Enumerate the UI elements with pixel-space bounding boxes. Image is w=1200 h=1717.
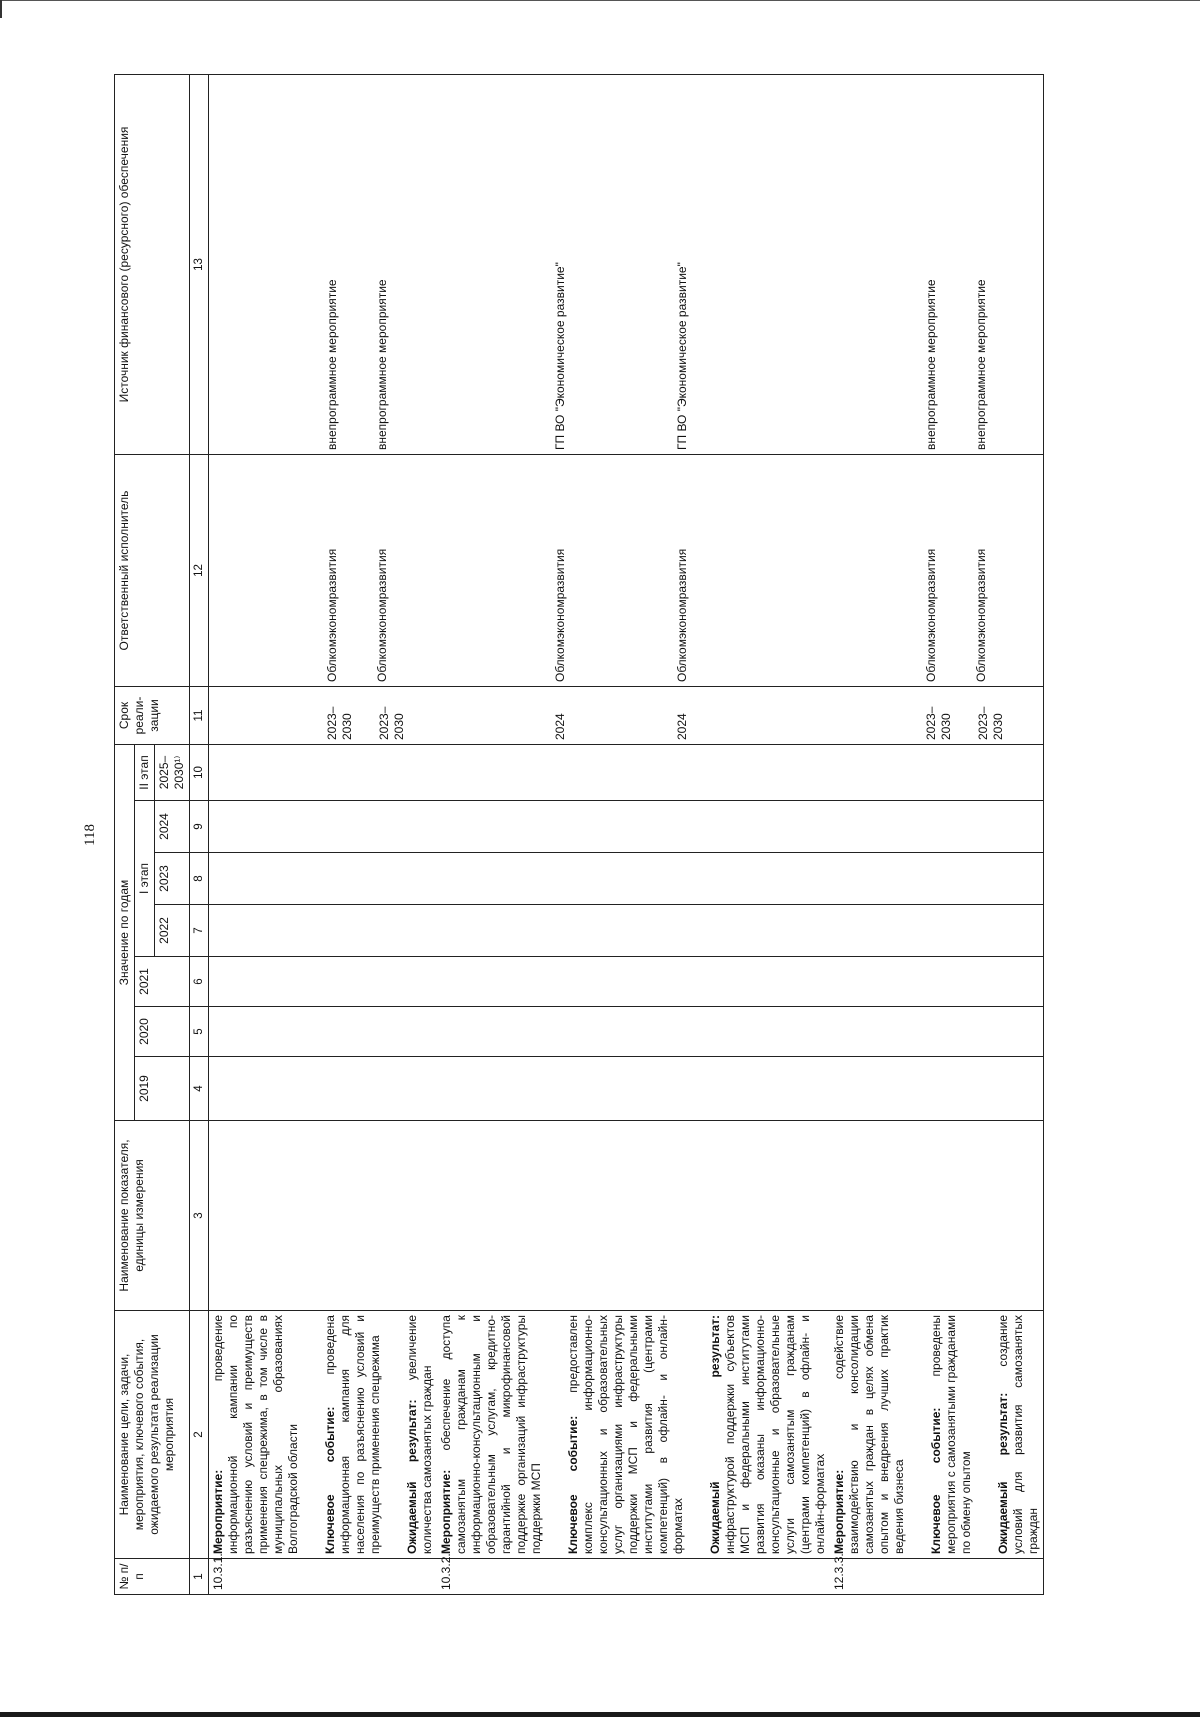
value-cell xyxy=(437,1057,830,1121)
responsible-cell: Облкомэкономразвития Облкомэкономразвития xyxy=(830,455,1044,687)
header-name: Наименование цели, задачи, мероприятия, ключевого события, ожидаемого результата реализации мероприятия xyxy=(115,1311,190,1559)
event-item: Ожидаемый результат: увеличение количества самозанятых граждан xyxy=(405,1315,435,1554)
event-item: Ключевое событие: проведена информационная кампания для населения по разъяснению условий и преимуществ применения спецрежима xyxy=(323,1315,383,1554)
table-row xyxy=(209,75,438,1595)
value-cell xyxy=(830,853,1044,905)
rotated-page xyxy=(82,75,1110,1595)
row-event-cell xyxy=(209,1311,438,1559)
header-stage-2: II этап xyxy=(135,745,155,801)
table-row xyxy=(437,75,830,1595)
header-year-2021: 2021 xyxy=(135,957,190,1007)
col-number: 11 xyxy=(190,687,209,745)
row-event-cell xyxy=(437,1311,830,1559)
value-cell xyxy=(830,745,1044,801)
value-cell xyxy=(830,957,1044,1007)
col-number: 6 xyxy=(190,957,209,1007)
header-year-2019: 2019 xyxy=(135,1057,190,1121)
scan-edge-left xyxy=(0,0,2,18)
row-number: 12.3.3. xyxy=(830,1559,1044,1595)
value-cell xyxy=(437,853,830,905)
header-indicator: Наименование показателя, единицы измерения xyxy=(115,1121,190,1311)
header-year-2024: 2024 xyxy=(155,801,190,853)
table-row xyxy=(830,75,1044,1595)
value-cell xyxy=(209,1057,438,1121)
col-number: 13 xyxy=(190,75,209,455)
program-table xyxy=(114,74,1044,1595)
page-number: 118 xyxy=(82,824,98,846)
col-number: 1 xyxy=(190,1559,209,1595)
value-cell xyxy=(830,905,1044,957)
event-item: Мероприятие: обеспечение доступа самозанятым гражданам к информационно-консультационным и образовательным услугам, кредитно-гарантийной и микрофинансовой поддержке организаций инфраструктуры поддержки МСП xyxy=(439,1315,544,1554)
source-cell: ГП ВО "Экономическое развитие" ГП ВО "Экономическое развитие" xyxy=(437,75,830,455)
event-item: Ключевое событие: проведены мероприятия с самозанятыми гражданами по обмену опытом xyxy=(929,1315,974,1554)
header-term: Срок реали-зации xyxy=(115,687,190,745)
event-item: Ожидаемый результат: инфраструктурой поддержки субъектов МСП и федеральными институтами развития оказаны информационно-консультационные и образовательные услуги самозанятым гражданам (центрами компетенций) в офлайн- и онлайн-форматах xyxy=(708,1315,828,1554)
col-number: 10 xyxy=(190,745,209,801)
indicator-cell xyxy=(209,1121,438,1311)
indicator-cell xyxy=(830,1121,1044,1311)
value-cell xyxy=(209,853,438,905)
responsible-cell: Облкомэкономразвития Облкомэкономразвития xyxy=(209,455,438,687)
header-responsible: Ответственный исполнитель xyxy=(115,455,190,687)
row-number: 10.3.2. xyxy=(437,1559,830,1595)
col-number: 7 xyxy=(190,905,209,957)
col-number: 3 xyxy=(190,1121,209,1311)
term-cell: 2023–2030 2023–2030 xyxy=(209,687,438,745)
value-cell xyxy=(437,905,830,957)
col-number: 2 xyxy=(190,1311,209,1559)
value-cell xyxy=(830,801,1044,853)
value-cell xyxy=(437,1007,830,1057)
header-values: Значение по годам xyxy=(115,745,135,1121)
header-year-2025-2030: 2025–2030¹⁾ xyxy=(155,745,190,801)
term-cell: 2024 2024 xyxy=(437,687,830,745)
header-year-2022: 2022 xyxy=(155,905,190,957)
value-cell xyxy=(209,957,438,1007)
value-cell xyxy=(437,957,830,1007)
header-no: № п/п xyxy=(115,1559,190,1595)
value-cell xyxy=(830,1007,1044,1057)
col-number: 4 xyxy=(190,1057,209,1121)
indicator-cell xyxy=(437,1121,830,1311)
value-cell xyxy=(437,801,830,853)
header-stage-1: I этап xyxy=(135,801,155,957)
value-cell xyxy=(209,905,438,957)
term-cell: 2023–2030 2023–2030 xyxy=(830,687,1044,745)
value-cell xyxy=(437,745,830,801)
col-number: 9 xyxy=(190,801,209,853)
col-number: 12 xyxy=(190,455,209,687)
header-year-2020: 2020 xyxy=(135,1007,190,1057)
row-event-cell xyxy=(830,1311,1044,1559)
header-source: Источник финансового (ресурсного) обеспечения xyxy=(115,75,190,455)
source-cell: внепрограммное мероприятие внепрограммное мероприятие xyxy=(830,75,1044,455)
event-item: Ключевое событие: предоставлен комплекс информационно-консультационных и образовательных услуг организациями инфраструктуры поддержки МСП и федеральными институтами развития (центрами компетенций) в офлайн- и онлайн-форматах xyxy=(566,1315,686,1554)
scan-edge-top xyxy=(0,0,1200,1)
responsible-cell: Облкомэкономразвития Облкомэкономразвития xyxy=(437,455,830,687)
row-number: 10.3.1. xyxy=(209,1559,438,1595)
source-cell: внепрограммное мероприятие внепрограммное мероприятие xyxy=(209,75,438,455)
value-cell xyxy=(209,801,438,853)
event-item: Мероприятие: проведение информационной кампании по разъяснению условий и преимуществ применения спецрежима, в том числе в муниципальных образованиях Волгоградской области xyxy=(211,1315,301,1554)
value-cell xyxy=(830,1057,1044,1121)
scan-edge-bottom xyxy=(0,1712,1200,1717)
col-number: 8 xyxy=(190,853,209,905)
event-item: Мероприятие: содействие взаимодействию и консолидации самозанятых граждан в целях обмена опытом и внедрения лучших практик ведения бизнеса xyxy=(832,1315,907,1554)
header-year-2023: 2023 xyxy=(155,853,190,905)
event-item: Ожидаемый результат: создание условий для развития самозанятых граждан xyxy=(996,1315,1041,1554)
value-cell xyxy=(209,1007,438,1057)
value-cell xyxy=(209,745,438,801)
col-number: 5 xyxy=(190,1007,209,1057)
